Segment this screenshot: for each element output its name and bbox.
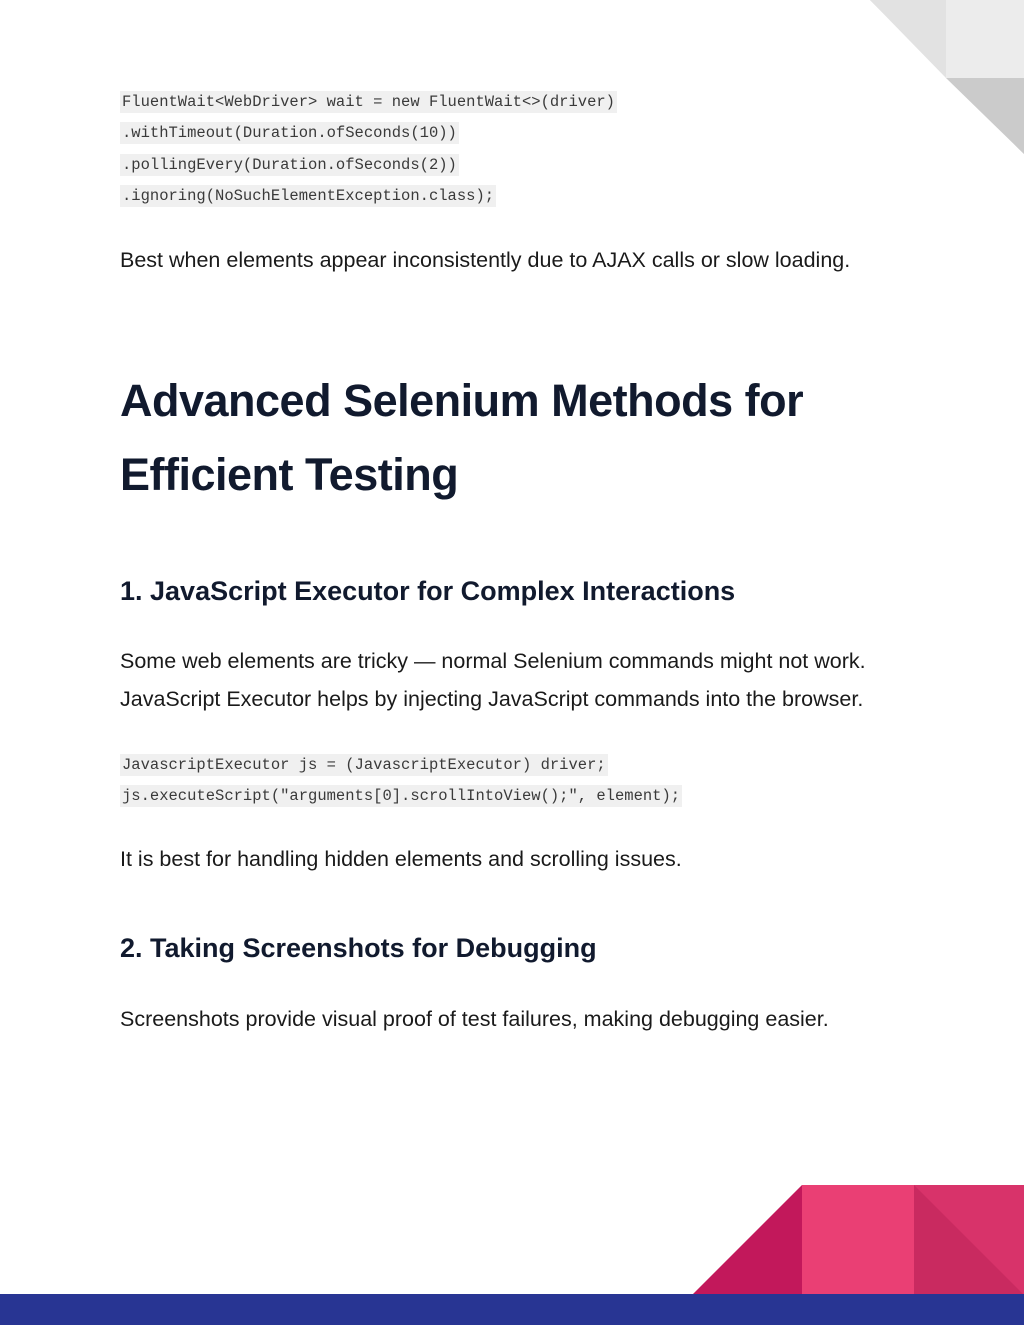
section-1-paragraph-line: JavaScript Executor helps by injecting JavaScript commands into the browser. <box>120 687 864 711</box>
code-line: js.executeScript("arguments[0].scrollIntoView();", element); <box>122 787 681 805</box>
section-heading-screenshots: 2. Taking Screenshots for Debugging <box>120 933 597 963</box>
section-2-paragraph: Screenshots provide visual proof of test failures, making debugging easier. <box>120 1007 829 1031</box>
page-title-line-1: Advanced Selenium Methods for <box>120 375 804 426</box>
section-1-note: It is best for handling hidden elements and scrolling issues. <box>120 847 682 871</box>
page-title-line-2: Efficient Testing <box>120 449 459 500</box>
code-line: .withTimeout(Duration.ofSeconds(10)) <box>122 124 457 142</box>
footer-bar <box>0 1294 1024 1325</box>
code-line: .pollingEvery(Duration.ofSeconds(2)) <box>122 156 457 174</box>
fluentwait-note: Best when elements appear inconsistently due to AJAX calls or slow loading. <box>120 248 851 272</box>
section-heading-javascript-executor: 1. JavaScript Executor for Complex Interactions <box>120 576 736 606</box>
code-line: JavascriptExecutor js = (JavascriptExecutor) driver; <box>122 756 606 774</box>
code-line: .ignoring(NoSuchElementException.class); <box>122 187 495 205</box>
code-line: FluentWait<WebDriver> wait = new FluentWait<>(driver) <box>122 93 615 111</box>
corner-decoration-top <box>870 0 1024 154</box>
corner-decoration-bottom <box>692 1185 1024 1295</box>
section-1-paragraph-line: Some web elements are tricky — normal Selenium commands might not work. <box>120 649 866 673</box>
